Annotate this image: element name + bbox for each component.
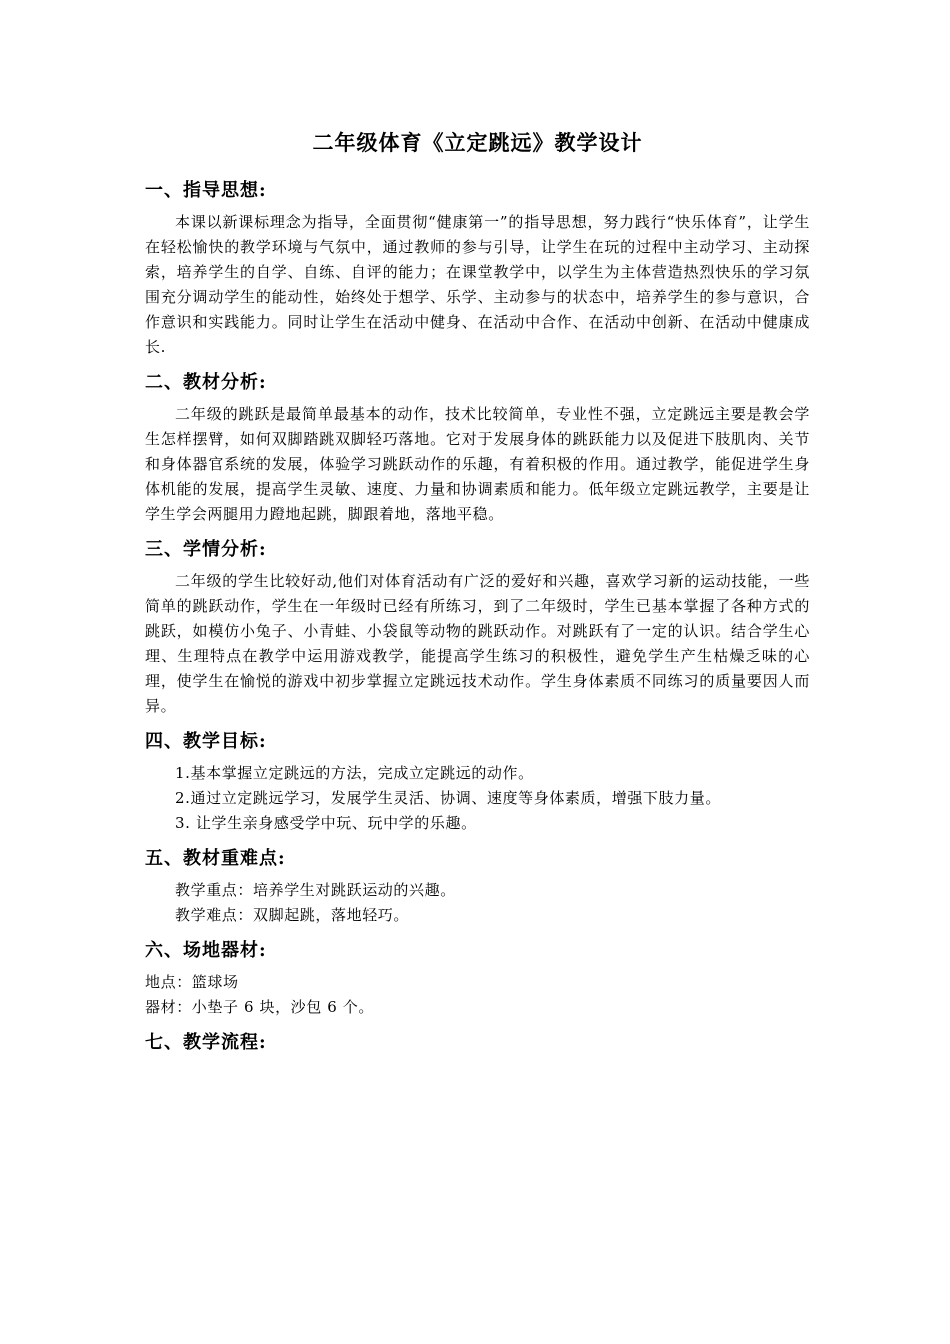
- section-heading: 六、场地器材:: [145, 940, 267, 961]
- key-point: 教学重点：培养学生对跳跃运动的兴趣。: [175, 881, 456, 899]
- paragraph: 二年级的学生比较好动,他们对体育活动有广泛的爱好和兴趣，喜欢学习新的运动技能，一些简单的跳跃动作，学生在一年级时已经有所练习，到了二年级时，学生已基本掌握了各种方式的跳跃，如模仿小兔子、小青蛙、小袋鼠等动物的跳跃动作。对跳跃有了一定的认识。结合学生心理、生理特点在教学中运用游戏教学，能提高学生练习的积极性，避免学生产生枯燥乏味的心理，使学生在愉悦的游戏中初步掌握立定跳远技术动作。学生身体素质不同练习的质量要因人而异。: [145, 572, 810, 715]
- document-page: [145, 128, 810, 1066]
- equipment-line: 器材：小垫子 6 块，沙包 6 个。: [145, 998, 374, 1016]
- section-key-points: [145, 846, 810, 928]
- section-heading: 七、教学流程:: [145, 1032, 267, 1053]
- section-teaching-process: [145, 1030, 810, 1056]
- section-guiding-ideology: [145, 178, 810, 360]
- section-heading: 四、教学目标:: [145, 731, 267, 752]
- objective-item: 2.通过立定跳远学习，发展学生灵活、协调、速度等身体素质，增强下肢力量。: [175, 789, 721, 807]
- objective-item: 1.基本掌握立定跳远的方法，完成立定跳远的动作。: [175, 764, 534, 782]
- document-title: 二年级体育《立定跳远》教学设计: [312, 130, 643, 155]
- difficult-point: 教学难点：双脚起跳，落地轻巧。: [175, 906, 410, 924]
- paragraph: 本课以新课标理念为指导，全面贯彻“健康第一”的指导思想，努力践行“快乐体育”，让学生在轻松愉快的教学环境与气氛中，通过教师的参与引导，让学生在玩的过程中主动学习、主动探索，培养学生的自学、自练、自评的能力；在课堂教学中，以学生为主体营造热烈快乐的学习氛围充分调动学生的能动性，始终处于想学、乐学、主动参与的状态中，培养学生的参与意识，合作意识和实践能力。同时让学生在活动中健身、在活动中合作、在活动中创新、在活动中健康成长.: [145, 213, 810, 356]
- section-student-analysis: [145, 537, 810, 719]
- section-heading: 二、教材分析:: [145, 372, 267, 393]
- venue-line: 地点：篮球场: [145, 973, 239, 991]
- section-venue-equipment: [145, 938, 810, 1020]
- section-material-analysis: [145, 370, 810, 527]
- section-heading: 五、教材重难点:: [145, 848, 286, 869]
- paragraph: 二年级的跳跃是最简单最基本的动作，技术比较简单，专业性不强，立定跳远主要是教会学生怎样摆臂，如何双脚踏跳双脚轻巧落地。它对于发展身体的跳跃能力以及促进下肢肌肉、关节和身体器官系统的发展，体验学习跳跃动作的乐趣，有着积极的作用。通过教学，能促进学生身体机能的发展，提高学生灵敏、速度、力量和协调素质和能力。低年级立定跳远教学，主要是让学生学会两腿用力蹬地起跳，脚跟着地，落地平稳。: [145, 405, 810, 523]
- objective-item: 3. 让学生亲身感受学中玩、玩中学的乐趣。: [175, 814, 477, 832]
- section-teaching-objectives: [145, 729, 810, 836]
- section-heading: 三、学情分析:: [145, 539, 267, 560]
- section-heading: 一、指导思想:: [145, 180, 267, 201]
